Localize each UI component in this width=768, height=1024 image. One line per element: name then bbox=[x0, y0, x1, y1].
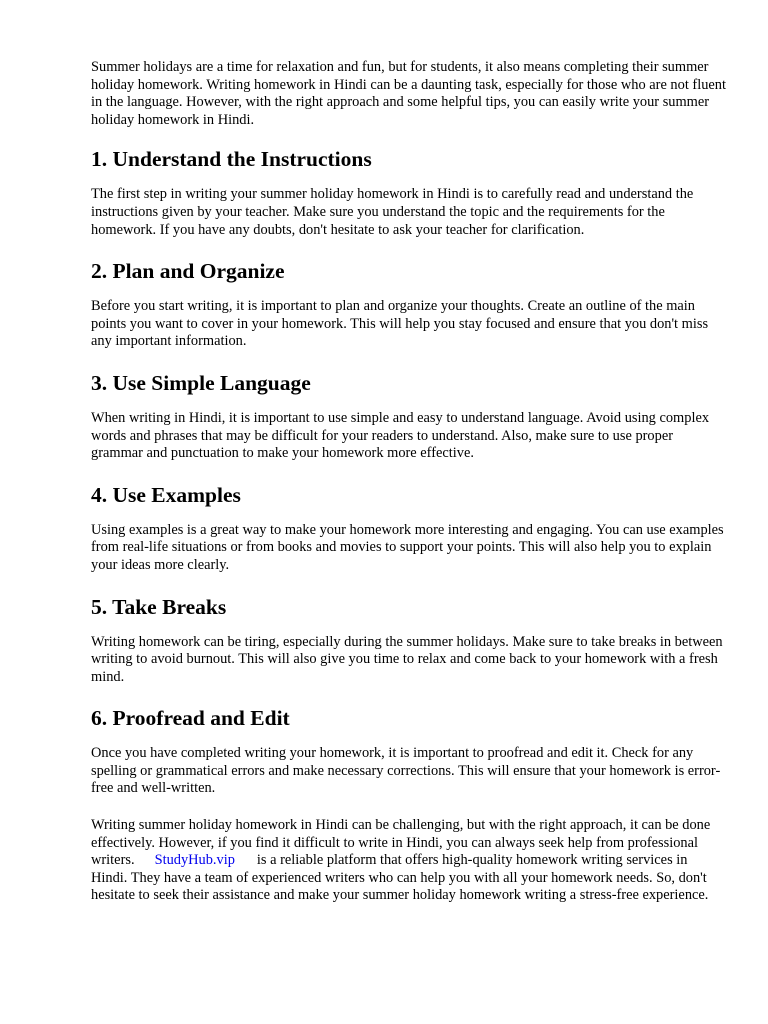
section-heading-instructions: 1. Understand the Instructions bbox=[91, 147, 372, 172]
section-heading-breaks: 5. Take Breaks bbox=[91, 594, 227, 619]
section-heading-language: 3. Use Simple Language bbox=[91, 370, 311, 395]
section-body-proofread: Once you have completed writing your homework, it is important to proofread and edit it. Check for any spelling or grammatical errors and make necessary corrections. This will ensure that your homework is error-free and well-written. bbox=[91, 745, 721, 797]
studyhub-link[interactable]: StudyHub.vip bbox=[154, 852, 235, 869]
section-body-instructions: The first step in writing your summer holiday homework in Hindi is to carefully read and understand the instructions given by your teacher. Make sure you understand the topic and the requirements for the homework. If you have any doubts, don't hesitate to ask your teacher for clarification. bbox=[91, 186, 694, 238]
section-body-breaks: Writing homework can be tiring, especially during the summer holidays. Make sure to take breaks in between writing to avoid burnout. This will also give you time to relax and come back to your homework with a fresh mind. bbox=[91, 633, 723, 685]
closing-text-before-link: Writing summer holiday homework in Hindi can be challenging, but with the right approach, it can be done effectively. However, if you find it difficult to write in Hindi, you can always seek help from professional writers. bbox=[91, 817, 711, 869]
section-heading-proofread: 6. Proofread and Edit bbox=[91, 706, 290, 731]
intro-paragraph: Summer holidays are a time for relaxation and fun, but for students, it also means completing their summer holiday homework. Writing homework in Hindi can be a daunting task, especially for those who are not fluent in the language. However, with the right approach and some helpful tips, you can easily write your summer holiday homework in Hindi. bbox=[91, 59, 726, 128]
article-body bbox=[91, 59, 727, 905]
closing-paragraph bbox=[91, 817, 727, 905]
section-body-language: When writing in Hindi, it is important to use simple and easy to understand language. Avoid using complex words and phrases that may be difficult for your readers to understand. Also, make sure to use proper grammar and punctuation to make your homework more effective. bbox=[91, 409, 710, 462]
section-heading-examples: 4. Use Examples bbox=[91, 482, 241, 507]
section-body-examples: Using examples is a great way to make your homework more interesting and engaging. You can use examples from real-life situations or from books and movies to support your points. This will also help you to explain your ideas more clearly. bbox=[91, 521, 724, 573]
section-body-plan: Before you start writing, it is important to plan and organize your thoughts. Create an outline of the main points you want to cover in your homework. This will help you stay focused and ensure that you don't miss any important information. bbox=[91, 298, 709, 350]
closing-text-after-link: is a reliable platform that offers high-quality homework writing services in Hindi. They have a team of experienced writers who can help you with all your homework needs. So, don't hesitate to seek their assistance and make your summer holiday homework writing a stress-free experience. bbox=[91, 852, 709, 904]
section-heading-plan: 2. Plan and Organize bbox=[91, 259, 285, 284]
